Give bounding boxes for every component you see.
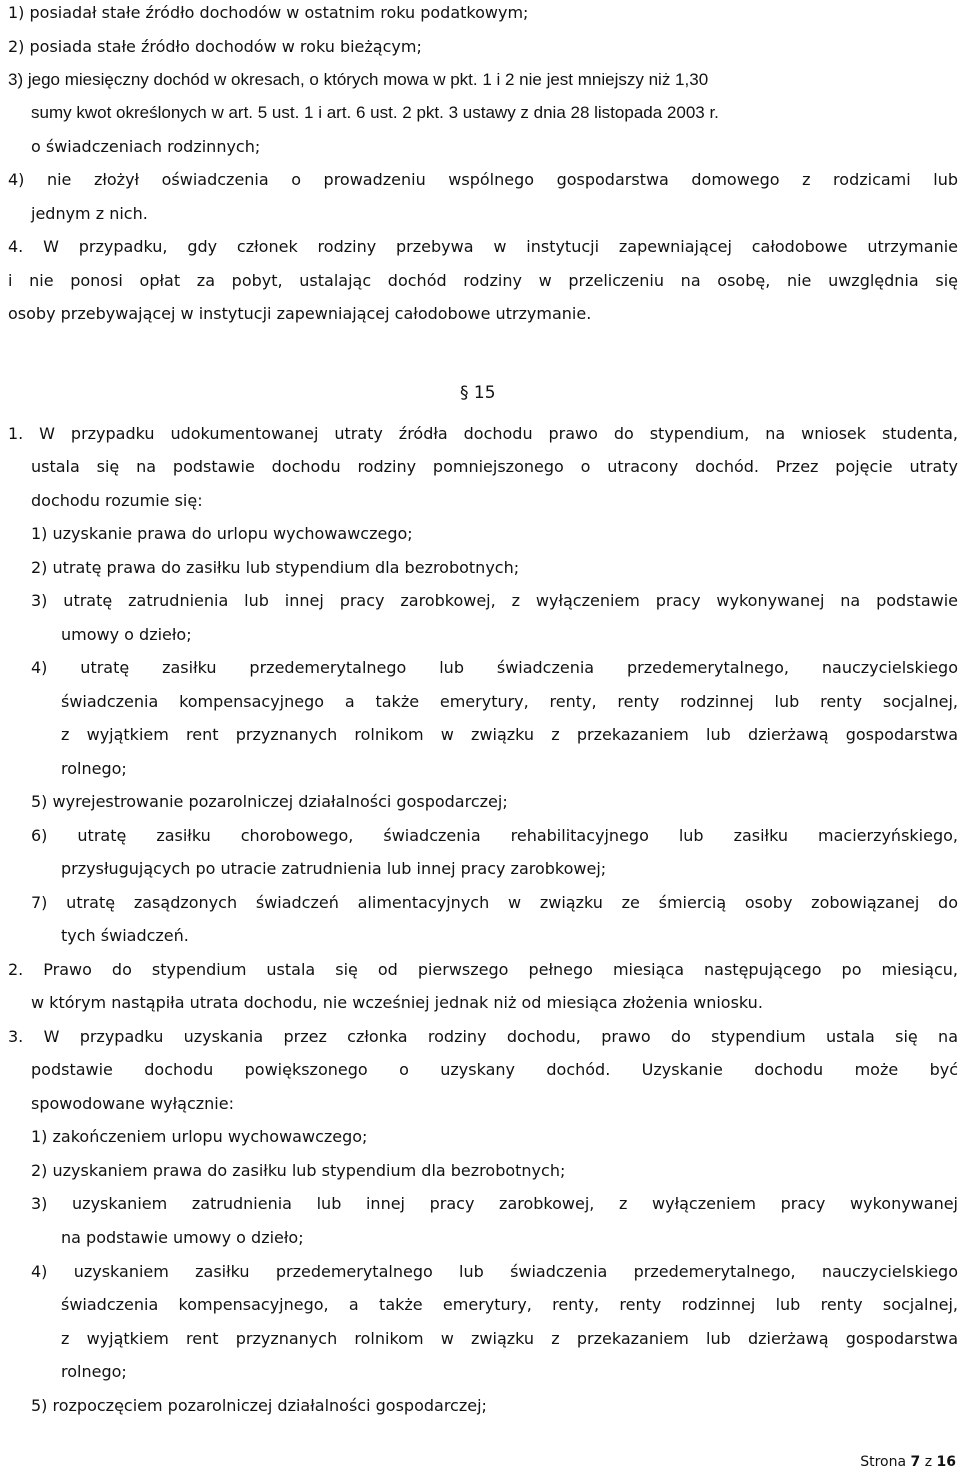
list-item: 2) utratę prawa do zasiłku lub stypendium dla bezrobotnych; [31,558,520,577]
section-paragraph-line: ustala się na podstawie dochodu rodziny pomniejszonego o utracony dochód. Przez pojęcie utraty [31,457,958,476]
section-paragraph-line: osoby przebywającej w instytucji zapewniającej całodobowe utrzymanie. [8,304,592,323]
list-item: 1) zakończeniem urlopu wychowawczego; [31,1127,368,1146]
list-item: 3) uzyskaniem zatrudnienia lub innej pracy zarobkowej, z wyłączeniem pracy wykonywanej [31,1194,958,1213]
page-number [860,1453,956,1471]
list-item-continuation: świadczenia kompensacyjnego, a także emerytury, renty, renty rodzinnej lub renty socjalnej, [61,1295,958,1314]
paragraph-heading: § 15 [460,383,496,403]
list-item: 6) utratę zasiłku chorobowego, świadczenia rehabilitacyjnego lub zasiłku macierzyńskiego, [31,826,958,845]
page-number-separator: z [920,1454,937,1470]
list-item: 3) utratę zatrudnienia lub innej pracy zarobkowej, z wyłączeniem pracy wykonywanej na podstawie [31,591,958,610]
section-paragraph: 1. W przypadku udokumentowanej utraty źródła dochodu prawo do stypendium, na wniosek studenta, [8,424,958,443]
list-item: 2) posiada stałe źródło dochodów w roku bieżącym; [8,37,422,56]
list-item-continuation: z wyjątkiem rent przyznanych rolnikom w związku z przekazaniem lub dzierżawą gospodarstwa [61,725,958,744]
section-paragraph: 2. Prawo do stypendium ustala się od pierwszego pełnego miesiąca następującego po miesiącu, [8,960,958,979]
page-number-total: 16 [936,1454,956,1470]
section-paragraph-line: i nie ponosi opłat za pobyt, ustalając dochód rodziny w przeliczeniu na osobę, nie uwzględnia się [8,271,958,290]
list-item: 5) rozpoczęciem pozarolniczej działalności gospodarczej; [31,1396,487,1415]
list-item-continuation: o świadczeniach rodzinnych; [31,137,261,156]
section-paragraph-line: podstawie dochodu powiększonego o uzyskany dochód. Uzyskanie dochodu może być [31,1060,958,1079]
list-item: 3) jego miesięczny dochód w okresach, o których mowa w pkt. 1 i 2 nie jest mniejszy niż 1,30 [8,70,709,89]
list-item: 1) posiadał stałe źródło dochodów w ostatnim roku podatkowym; [8,3,529,22]
list-item-continuation: świadczenia kompensacyjnego a także emerytury, renty, renty rodzinnej lub renty socjalnej, [61,692,958,711]
section-paragraph-line: w którym nastąpiła utrata dochodu, nie wcześniej jednak niż od miesiąca złożenia wniosku. [31,993,763,1012]
list-item-continuation: przysługujących po utracie zatrudnienia lub innej pracy zarobkowej; [61,859,607,878]
list-item-continuation: jednym z nich. [31,204,148,223]
section-paragraph: 4. W przypadku, gdy członek rodziny przebywa w instytucji zapewniającej całodobowe utrzymanie [8,237,958,256]
list-item: 7) utratę zasądzonych świadczeń alimentacyjnych w związku ze śmiercią osoby zobowiązanej do [31,893,958,912]
section-paragraph: 3. W przypadku uzyskania przez członka rodziny dochodu, prawo do stypendium ustala się na [8,1027,958,1046]
section-paragraph-line: dochodu rozumie się: [31,491,203,510]
list-item: 4) uzyskaniem zasiłku przedemerytalnego lub świadczenia przedemerytalnego, nauczycielskiego [31,1262,958,1281]
page-number-current: 7 [910,1454,921,1470]
list-item-continuation: sumy kwot określonych w art. 5 ust. 1 i art. 6 ust. 2 pkt. 3 ustawy z dnia 28 listopada 2003 r. [31,103,719,122]
section-paragraph-line: spowodowane wyłącznie: [31,1094,234,1113]
list-item-continuation: umowy o dzieło; [61,625,192,644]
list-item-continuation: z wyjątkiem rent przyznanych rolnikom w związku z przekazaniem lub dzierżawą gospodarstwa [61,1329,958,1348]
list-item-continuation: na podstawie umowy o dzieło; [61,1228,304,1247]
list-item: 5) wyrejestrowanie pozarolniczej działalności gospodarczej; [31,792,508,811]
list-item-continuation: rolnego; [61,759,127,778]
list-item: 4) utratę zasiłku przedemerytalnego lub świadczenia przedemerytalnego, nauczycielskiego [31,658,958,677]
list-item: 1) uzyskanie prawa do urlopu wychowawczego; [31,524,413,543]
list-item: 2) uzyskaniem prawa do zasiłku lub stypendium dla bezrobotnych; [31,1161,566,1180]
list-item-continuation: rolnego; [61,1362,127,1381]
list-item: 4) nie złożył oświadczenia o prowadzeniu wspólnego gospodarstwa domowego z rodzicami lub [8,170,958,189]
list-item-continuation: tych świadczeń. [61,926,189,945]
page-number-prefix: Strona [860,1454,911,1470]
